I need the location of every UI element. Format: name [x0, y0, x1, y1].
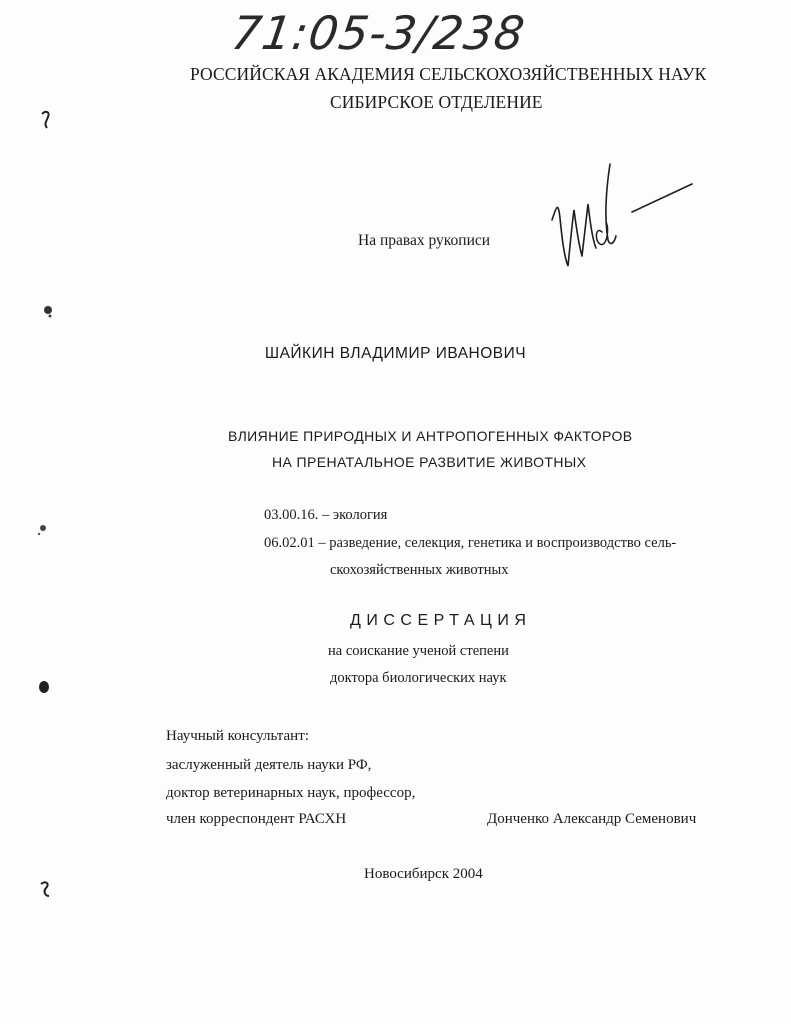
punch-mark-icon — [36, 876, 54, 900]
consultant-name: Донченко Александр Семенович — [487, 811, 697, 827]
organization-name: РОССИЙСКАЯ АКАДЕМИЯ СЕЛЬСКОХОЗЯЙСТВЕННЫХ НАУК — [190, 64, 707, 84]
consultant-label: Научный консультант: — [166, 728, 309, 744]
punch-mark-icon — [34, 518, 50, 540]
punch-mark-icon — [38, 108, 54, 130]
specialty-code-ecology: 03.00.16. – экология — [264, 507, 388, 523]
city-and-year: Новосибирск 2004 — [364, 866, 483, 882]
consultant-title-honored: заслуженный деятель науки РФ, — [166, 757, 372, 773]
manuscript-rights-note: На правах рукописи — [358, 232, 491, 249]
organization-division: СИБИРСКОЕ ОТДЕЛЕНИЕ — [330, 92, 543, 112]
specialty-code-breeding: 06.02.01 – разведение, селекция, генетика и воспроизводство сель- — [264, 535, 677, 551]
signature-icon — [548, 160, 708, 270]
punch-mark-icon — [40, 300, 56, 322]
degree-name: доктора биологических наук — [330, 670, 507, 686]
handwritten-archive-code: 71:05-3/238 — [228, 6, 529, 60]
punch-mark-icon — [34, 676, 52, 698]
dissertation-title-line1: ВЛИЯНИЕ ПРИРОДНЫХ И АНТРОПОГЕННЫХ ФАКТОРОВ — [228, 428, 633, 444]
consultant-title-doctor: доктор ветеринарных наук, профессор, — [166, 785, 416, 801]
dissertation-title-line2: НА ПРЕНАТАЛЬНОЕ РАЗВИТИЕ ЖИВОТНЫХ — [272, 454, 587, 470]
work-type-heading: ДИССЕРТАЦИЯ — [350, 612, 532, 629]
degree-purpose: на соискание ученой степени — [328, 643, 509, 659]
author-name: ШАЙКИН ВЛАДИМИР ИВАНОВИЧ — [264, 345, 527, 362]
consultant-title-member: член корреспондент РАСХН — [166, 811, 347, 827]
specialty-code-breeding-continued: скохозяйственных животных — [330, 562, 509, 578]
